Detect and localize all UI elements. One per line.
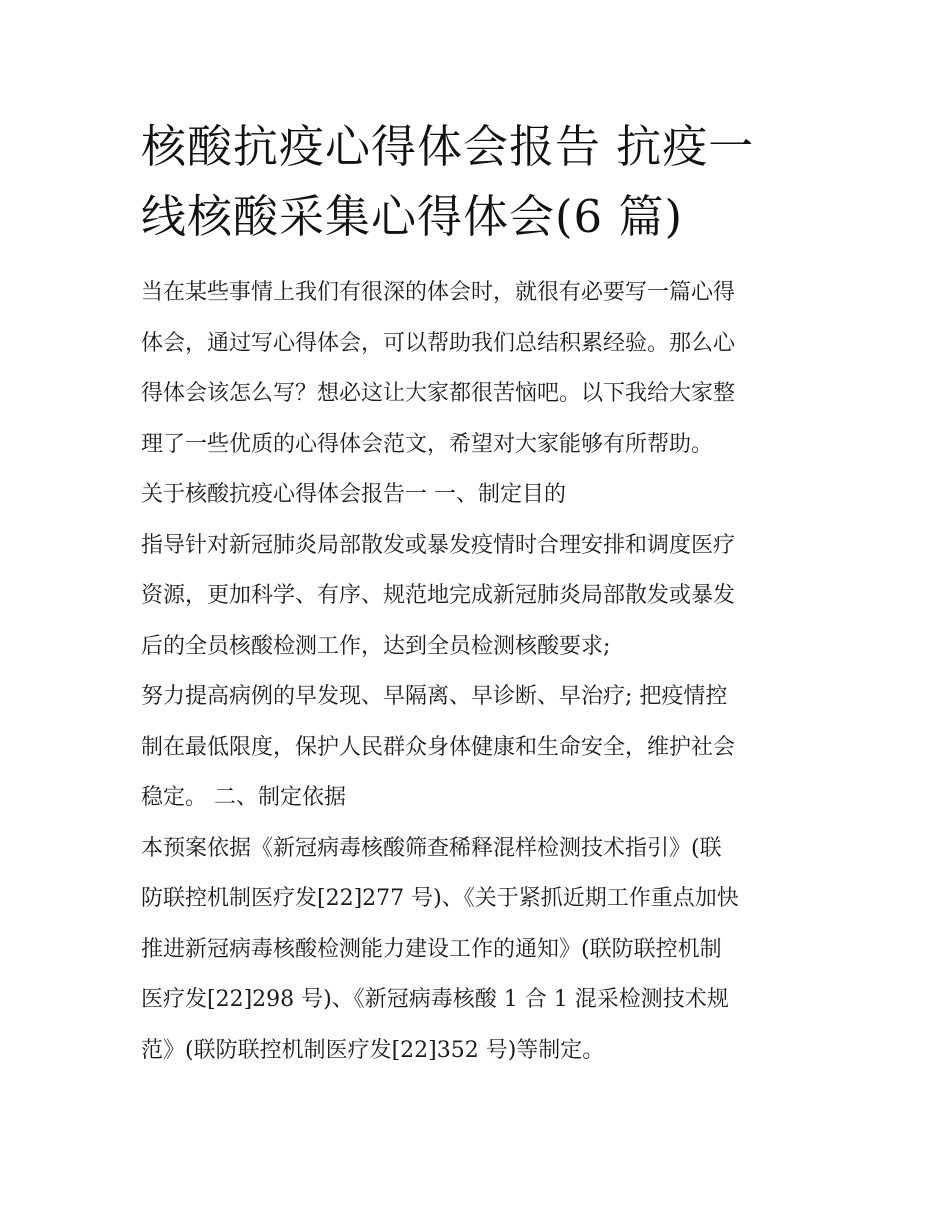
body-line: 范》(联防联控机制医疗发[22]352 号)等制定。 xyxy=(141,1037,605,1063)
body-line: 防联控机制医疗发[22]277 号)、《关于紧抓近期工作重点加快 xyxy=(141,886,739,911)
body-line: 医疗发[22]298 号)、《新冠病毒核酸 1 合 1 混采检测技术规 xyxy=(141,987,729,1012)
body-line: 当在某些事情上我们有很深的体会时，就很有必要写一篇心得 xyxy=(141,280,736,305)
body-line: 推进新冠病毒核酸检测能力建设工作的通知》(联防联控机制 xyxy=(141,936,722,962)
body-line: 制在最低限度，保护人民群众身体健康和生命安全，维护社会 xyxy=(141,734,736,760)
body-line: 资源，更加科学、有序、规范地完成新冠肺炎局部散发或暴发 xyxy=(141,583,736,608)
document-body xyxy=(141,268,821,1076)
section-heading-line: 关于核酸抗疫心得体会报告一 一、制定目的 xyxy=(141,482,566,507)
title-line-2: 线核酸采集心得体会(6 篇) xyxy=(141,190,684,243)
body-line: 后的全员核酸检测工作，达到全员检测核酸要求; xyxy=(141,633,611,659)
title-line-1: 核酸抗疫心得体会报告 抗疫一 xyxy=(141,120,755,173)
body-line: 本预案依据《新冠病毒核酸筛查稀释混样检测技术指引》(联 xyxy=(141,835,722,861)
body-line: 理了一些优质的心得体会范文，希望对大家能够有所帮助。 xyxy=(141,431,714,457)
section-heading-line: 稳定。 二、制定依据 xyxy=(141,785,346,810)
body-line: 得体会该怎么写？想必这让大家都很苦恼吧。以下我给大家整 xyxy=(141,381,736,406)
body-line: 努力提高病例的早发现、早隔离、早诊断、早治疗; 把疫情控 xyxy=(141,684,728,709)
body-line: 指导针对新冠肺炎局部散发或暴发疫情时合理安排和调度医疗 xyxy=(141,532,736,558)
document-title xyxy=(141,112,821,252)
body-line: 体会，通过写心得体会，可以帮助我们总结积累经验。那么心 xyxy=(141,330,736,356)
document-content xyxy=(141,112,821,1076)
